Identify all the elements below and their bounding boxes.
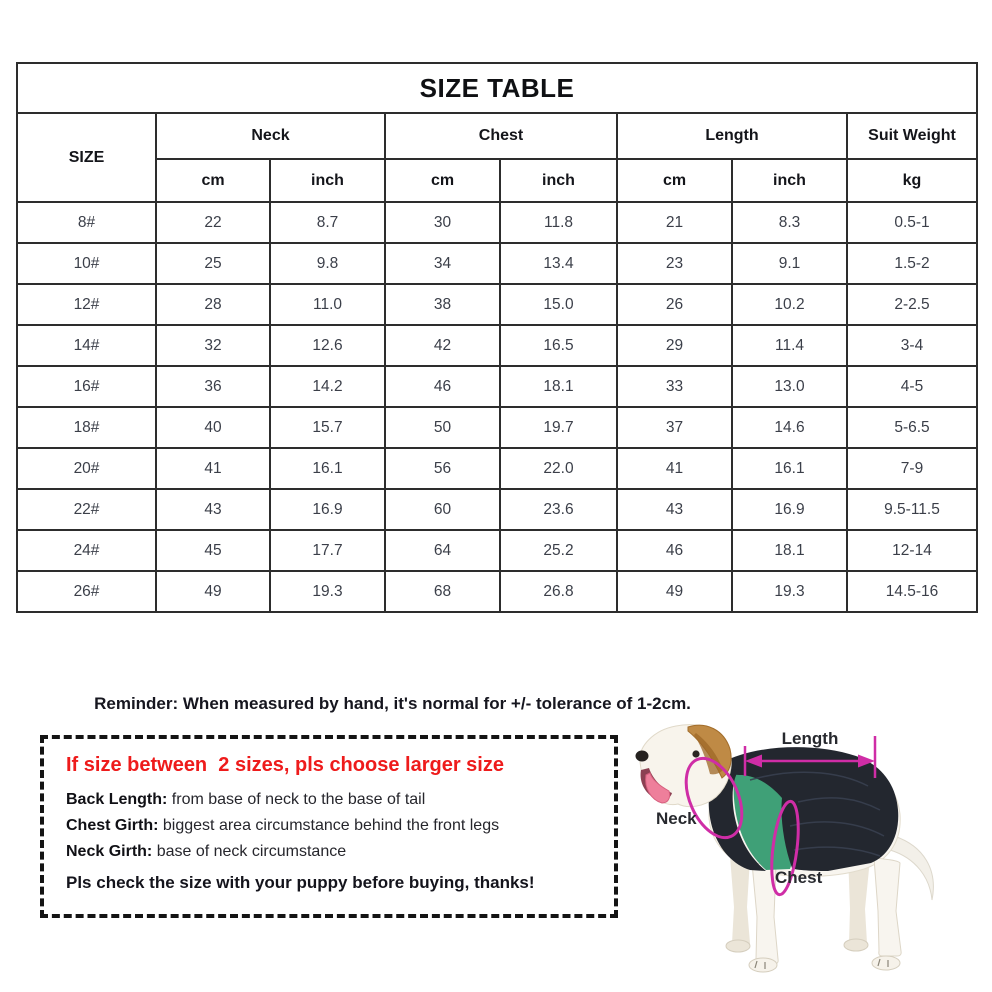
size-cell: 10# [17,243,156,284]
value-cell: 12-14 [847,530,977,571]
value-cell: 15.7 [270,407,385,448]
unit-header-length-inch: inch [732,159,847,202]
value-cell: 22.0 [500,448,617,489]
dog-paw-shape [844,939,868,951]
value-cell: 23.6 [500,489,617,530]
value-cell: 25.2 [500,530,617,571]
value-cell: 23 [617,243,732,284]
value-cell: 16.5 [500,325,617,366]
value-cell: 60 [385,489,500,530]
unit-header-weight-kg: kg [847,159,977,202]
value-cell: 9.5-11.5 [847,489,977,530]
value-cell: 36 [156,366,270,407]
value-cell: 14.5-16 [847,571,977,612]
size-cell: 8# [17,202,156,243]
value-cell: 41 [617,448,732,489]
value-cell: 40 [156,407,270,448]
value-cell: 42 [385,325,500,366]
length-label: Length [781,729,839,748]
value-cell: 7-9 [847,448,977,489]
final-note: Pls check the size with your puppy before buying, thanks! [66,873,535,892]
size-table-body [17,202,977,612]
definition-term: Neck Girth: [66,843,153,860]
value-cell: 49 [156,571,270,612]
value-cell: 1.5-2 [847,243,977,284]
value-cell: 25 [156,243,270,284]
dog-paw-shape [726,940,750,952]
size-cell: 22# [17,489,156,530]
value-cell: 26 [617,284,732,325]
chest-label: Chest [775,868,823,887]
value-cell: 16.1 [732,448,847,489]
value-cell: 43 [156,489,270,530]
size-cell: 16# [17,366,156,407]
table-row [17,284,977,325]
size-table [16,62,978,613]
value-cell: 8.3 [732,202,847,243]
size-cell: 18# [17,407,156,448]
unit-header-neck-inch: inch [270,159,385,202]
title-row [17,63,977,113]
table-row [17,489,977,530]
value-cell: 22 [156,202,270,243]
size-cell: 12# [17,284,156,325]
group-header-row [17,113,977,159]
table-row [17,407,977,448]
value-cell: 18.1 [500,366,617,407]
value-cell: 34 [385,243,500,284]
value-cell: 46 [617,530,732,571]
value-cell: 29 [617,325,732,366]
measurement-diagram [632,718,988,992]
column-header-length: Length [617,113,847,159]
value-cell: 50 [385,407,500,448]
dog-paw-shape [872,956,900,970]
definition-line [66,813,604,839]
value-cell: 19.7 [500,407,617,448]
column-header-neck: Neck [156,113,385,159]
dog-measurement-illustration [632,718,988,992]
table-row [17,366,977,407]
table-row [17,243,977,284]
column-header-suit-weight: Suit Weight [847,113,977,159]
value-cell: 30 [385,202,500,243]
value-cell: 16.9 [270,489,385,530]
value-cell: 45 [156,530,270,571]
table-row [17,571,977,612]
unit-header-chest-inch: inch [500,159,617,202]
definition-term: Chest Girth: [66,817,159,834]
value-cell: 8.7 [270,202,385,243]
definition-term: Back Length: [66,791,168,808]
reminder-text: Reminder: When measured by hand, it's normal for +/- tolerance of 1-2cm. [94,694,691,713]
note-box [40,735,618,918]
value-cell: 2-2.5 [847,284,977,325]
dog-far-front-leg-shape [730,856,750,947]
definition-line [66,787,604,813]
value-cell: 16.9 [732,489,847,530]
value-cell: 11.8 [500,202,617,243]
value-cell: 18.1 [732,530,847,571]
value-cell: 32 [156,325,270,366]
value-cell: 10.2 [732,284,847,325]
value-cell: 43 [617,489,732,530]
value-cell: 33 [617,366,732,407]
value-cell: 0.5-1 [847,202,977,243]
value-cell: 68 [385,571,500,612]
value-cell: 3-4 [847,325,977,366]
value-cell: 26.8 [500,571,617,612]
value-cell: 9.1 [732,243,847,284]
value-cell: 56 [385,448,500,489]
value-cell: 46 [385,366,500,407]
column-header-chest: Chest [385,113,617,159]
value-cell: 14.6 [732,407,847,448]
value-cell: 11.4 [732,325,847,366]
definition-desc: from base of neck to the base of tail [167,791,426,808]
unit-header-chest-cm: cm [385,159,500,202]
definition-desc: biggest area circumstance behind the front legs [158,817,500,834]
value-cell: 17.7 [270,530,385,571]
value-cell: 21 [617,202,732,243]
value-cell: 4-5 [847,366,977,407]
table-row [17,530,977,571]
neck-label: Neck [656,809,697,828]
definition-desc: base of neck circumstance [152,843,347,860]
value-cell: 16.1 [270,448,385,489]
value-cell: 15.0 [500,284,617,325]
value-cell: 14.2 [270,366,385,407]
size-cell: 24# [17,530,156,571]
table-row [17,325,977,366]
value-cell: 64 [385,530,500,571]
value-cell: 5-6.5 [847,407,977,448]
dog-paw-shape [749,958,777,972]
value-cell: 12.6 [270,325,385,366]
definitions-list [66,787,604,865]
value-cell: 49 [617,571,732,612]
table-row [17,202,977,243]
table-row [17,448,977,489]
value-cell: 37 [617,407,732,448]
value-cell: 19.3 [732,571,847,612]
value-cell: 11.0 [270,284,385,325]
warning-text: If size between 2 sizes, pls choose larger size [66,754,504,776]
unit-header-neck-cm: cm [156,159,270,202]
unit-header-row [17,159,977,202]
value-cell: 13.0 [732,366,847,407]
size-cell: 14# [17,325,156,366]
dog-nose-shape [636,751,649,762]
value-cell: 38 [385,284,500,325]
column-header-size: SIZE [17,113,156,202]
definition-line [66,839,604,865]
value-cell: 41 [156,448,270,489]
value-cell: 9.8 [270,243,385,284]
value-cell: 13.4 [500,243,617,284]
dog-eye-shape [692,750,699,757]
page-title: SIZE TABLE [17,63,977,113]
value-cell: 19.3 [270,571,385,612]
size-cell: 20# [17,448,156,489]
size-cell: 26# [17,571,156,612]
unit-header-length-cm: cm [617,159,732,202]
value-cell: 28 [156,284,270,325]
dog-near-rear-leg-shape [874,858,901,956]
